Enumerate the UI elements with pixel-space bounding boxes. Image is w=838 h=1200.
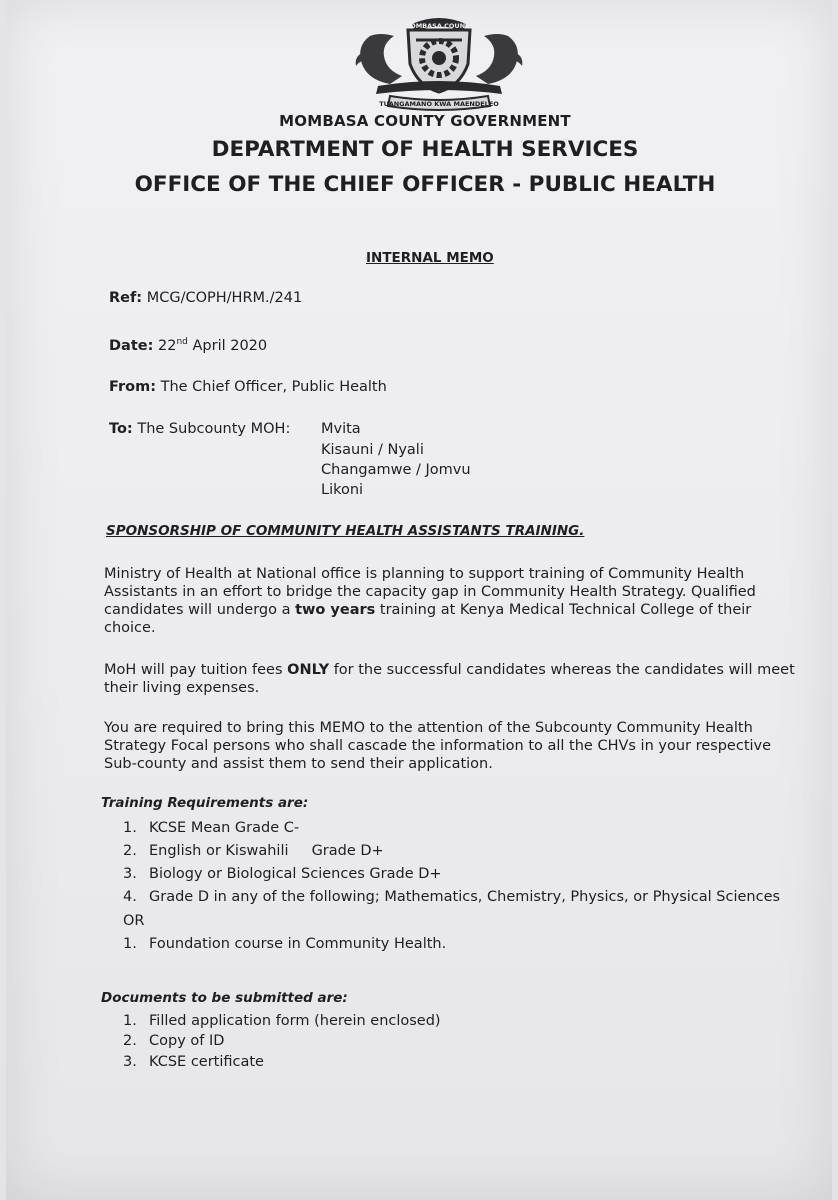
subcounty-item: Likoni [321, 482, 364, 498]
paragraph-line: their living expenses. [104, 680, 260, 696]
from-line [109, 379, 387, 395]
item-number: 3. [123, 1054, 137, 1070]
to-line [109, 421, 290, 437]
document-item [123, 1033, 224, 1049]
training-requirements-heading: Training Requirements are: [101, 795, 309, 811]
from-label: From: [109, 379, 156, 395]
text-run: for the successful candidates whereas the candidates will meet [329, 662, 795, 678]
department-name: DEPARTMENT OF HEALTH SERVICES [211, 137, 639, 162]
text-run: training at Kenya Medical Technical College of their [375, 602, 752, 618]
ref-label: Ref: [109, 290, 143, 306]
date-line [109, 337, 267, 354]
requirement-item [123, 820, 299, 836]
body-paragraph-3 [104, 719, 776, 773]
subcounty-item: Mvita [321, 421, 361, 437]
paragraph-line [104, 601, 776, 619]
paragraph-line: Assistants in an effort to bridge the capacity gap in Community Health Strategy. Qualified [104, 584, 756, 600]
date-rest: April 2020 [192, 337, 268, 354]
requirement-item [123, 843, 384, 859]
emphasis-only: ONLY [287, 662, 330, 678]
body-paragraph-1 [104, 565, 776, 637]
county-government-name: MOMBASA COUNTY GOVERNMENT [279, 112, 571, 130]
office-name: OFFICE OF THE CHIEF OFFICER - PUBLIC HEALTH [134, 172, 716, 197]
from-value: The Chief Officer, Public Health [160, 379, 387, 395]
text-run: MoH will pay tuition fees [104, 662, 288, 678]
item-text: Copy of ID [149, 1033, 225, 1049]
paragraph-line: You are required to bring this MEMO to the attention of the Subcounty Community Health [104, 720, 753, 736]
date-suffix: nd [176, 337, 188, 347]
requirement-item [123, 866, 442, 882]
body-paragraph-2 [104, 661, 795, 697]
paragraph-line: Ministry of Health at National office is planning to support training of Community Health [104, 566, 745, 582]
requirement-item [123, 889, 780, 905]
memo-page [6, 0, 832, 1200]
reference-line [109, 290, 302, 306]
alternative-requirement-item [123, 936, 446, 952]
county-crest-logo [350, 6, 528, 114]
memo-subject: SPONSORSHIP OF COMMUNITY HEALTH ASSISTANTS TRAINING. [106, 523, 585, 539]
item-number: 1. [123, 820, 137, 836]
item-number: 1. [123, 1013, 137, 1029]
paragraph-line: choice. [104, 620, 156, 636]
document-item [123, 1054, 264, 1070]
item-number: 2. [123, 843, 137, 859]
subcounty-item: Kisauni / Nyali [321, 442, 424, 458]
paragraph-line [104, 661, 795, 679]
date-day: 22 [158, 337, 177, 354]
item-number: 3. [123, 866, 137, 882]
crest-banner-text: MOMBASA COUNTY [403, 22, 475, 30]
paragraph-line: Strategy Focal persons who shall cascade the information to all the CHVs in your respective [104, 738, 772, 754]
date-label: Date: [109, 337, 154, 354]
paragraph-line: Sub-county and assist them to send their application. [104, 756, 493, 772]
item-text: Foundation course in Community Health. [149, 936, 447, 952]
item-number: 4. [123, 889, 137, 905]
or-separator: OR [123, 913, 145, 929]
item-text: KCSE certificate [149, 1054, 264, 1070]
ref-value: MCG/COPH/HRM./241 [146, 290, 303, 306]
item-text: Filled application form (herein enclosed) [149, 1013, 441, 1029]
to-label: To: [109, 421, 133, 437]
item-text: KCSE Mean Grade C- [149, 820, 300, 836]
text-run: candidates will undergo a [104, 602, 296, 618]
item-text: English or Kiswahili Grade D+ [149, 843, 384, 859]
item-number: 1. [123, 936, 137, 952]
memo-title: INTERNAL MEMO [366, 250, 494, 266]
document-item [123, 1013, 441, 1029]
emphasis-two-years: two years [295, 602, 376, 618]
documents-heading: Documents to be submitted are: [101, 990, 348, 1006]
crest-motto-text: TUANGAMANO KWA MAENDELEO [379, 100, 499, 108]
item-number: 2. [123, 1033, 137, 1049]
item-text: Grade D in any of the following; Mathematics, Chemistry, Physics, or Physical Sciences [149, 889, 781, 905]
to-value: The Subcounty MOH: [137, 421, 291, 437]
subcounty-item: Changamwe / Jomvu [321, 462, 471, 478]
item-text: Biology or Biological Sciences Grade D+ [149, 866, 442, 882]
